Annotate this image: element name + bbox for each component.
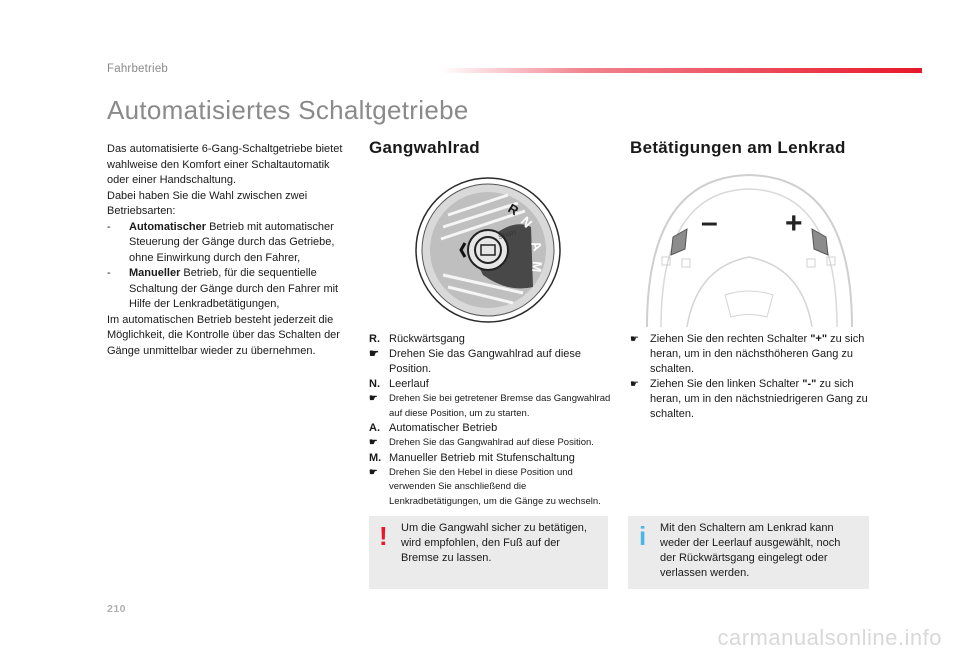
- intro-list-item: - Automatischer Betrieb mit automatischer Steuerung der Gänge durch das Getriebe, ohne Einwirkung durch den Fahrer,: [107, 220, 352, 267]
- step-item: ☛ Ziehen Sie den linken Schalter "-" zu sich heran, um in den nächstniedrigeren Gang zu schalten.: [630, 378, 868, 420]
- intro-paragraph-1: Das automatisierte 6-Gang-Schaltgetriebe bietet wahlweise den Komfort einer Schaltautomatik oder einer Handschaltung.: [107, 143, 343, 186]
- knob-letter-m: M: [529, 260, 545, 273]
- gear-selector-knob-illustration: [413, 175, 563, 325]
- warning-note: [369, 516, 608, 589]
- paddle-plus-label: +: [785, 207, 803, 240]
- start-label: START: [497, 230, 518, 241]
- legend-row: N. Leerlauf: [369, 378, 429, 390]
- knob-letter-r: R: [505, 200, 522, 219]
- list-dash: -: [107, 267, 111, 279]
- legend-row: R. Rückwärtsgang: [369, 333, 465, 345]
- lenkrad-steps: [630, 332, 870, 422]
- lenkrad-heading: Betätigungen am Lenkrad: [630, 138, 846, 157]
- legend-row: ☛ Drehen Sie den Hebel in diese Position und verwenden Sie anschließend die Lenkradbetätigungen, um die Gänge zu wechseln.: [369, 466, 619, 510]
- gangwahlrad-legend: [369, 332, 619, 509]
- legend-row: A. Automatischer Betrieb: [369, 422, 498, 434]
- bullet-arrow-icon: ☛: [369, 466, 378, 478]
- bullet-arrow-icon: ☛: [369, 348, 379, 360]
- mode-automatic-label: Automatischer: [129, 220, 207, 233]
- bullet-arrow-icon: ☛: [369, 437, 378, 448]
- legend-row: ☛ Drehen Sie bei getretener Bremse das Gangwahlrad auf diese Position, um zu starten.: [369, 392, 619, 421]
- legend-row: M. Manueller Betrieb mit Stufenschaltung: [369, 451, 575, 464]
- list-dash: -: [107, 220, 111, 233]
- section-label: Fahrbetrieb: [107, 63, 169, 75]
- wheel-button-right-1: [807, 259, 815, 267]
- info-icon: i: [639, 521, 647, 551]
- legend-row: ☛ Drehen Sie das Gangwahlrad auf diese Position.: [369, 436, 619, 451]
- knob-letter-a: A: [528, 238, 546, 253]
- wheel-rim-inner: [661, 189, 837, 327]
- intro-paragraph-2: Dabei haben Sie die Wahl zwischen zwei Betriebsarten:: [107, 189, 308, 217]
- knob-letter-n: N: [517, 213, 536, 231]
- step-item: ☛ Ziehen Sie den rechten Schalter "+" zu sich heran, um in den nächsthöheren Gang zu schalten.: [630, 333, 865, 375]
- header-accent-bar: [440, 68, 922, 73]
- legend-row: ☛ Drehen Sie das Gangwahlrad auf diese Position.: [369, 348, 582, 375]
- page-title: Automatisiertes Schaltgetriebe: [107, 95, 469, 125]
- bullet-arrow-icon: ☛: [630, 334, 639, 345]
- wheel-hub: [687, 257, 812, 327]
- wheel-center-emblem: [725, 291, 773, 317]
- gangwahlrad-heading: Gangwahlrad: [369, 138, 480, 157]
- watermark: carmanualsonline.info: [717, 625, 942, 650]
- mode-manual-label: Manueller: [129, 267, 181, 279]
- intro-list-item: - Manueller Betrieb, für die sequentielle Schaltung der Gänge durch den Fahrer mit Hilfe der Lenkradbetätigungen,: [107, 266, 352, 313]
- warning-note-text: Um die Gangwahl sicher zu betätigen, wird empfohlen, den Fuß auf der Bremse zu lassen.: [401, 522, 587, 564]
- paddle-minus-label: –: [701, 206, 718, 239]
- steering-wheel-illustration: [637, 167, 862, 327]
- info-note-text: Mit den Schaltern am Lenkrad kann weder der Leerlauf ausgewählt, noch der Rückwärtsgang eingelegt oder verlassen werden.: [660, 522, 841, 579]
- warning-icon: !: [379, 521, 388, 551]
- wheel-button-left-2: [682, 259, 690, 267]
- intro-paragraph-3: Im automatischen Betrieb besteht jederzeit die Möglichkeit, die Kontrolle über das Schalten der Gänge unmittelbar wieder zu übernehmen.: [107, 313, 340, 357]
- bullet-arrow-icon: ☛: [630, 379, 639, 390]
- info-note: [628, 516, 869, 589]
- page-number: 210: [107, 603, 127, 615]
- intro-text: [107, 142, 352, 359]
- bullet-arrow-icon: ☛: [369, 393, 378, 404]
